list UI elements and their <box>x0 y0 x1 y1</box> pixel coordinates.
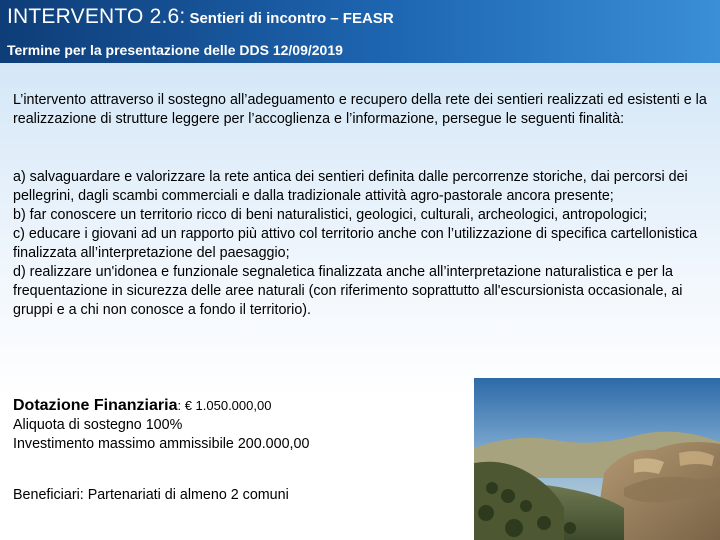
funding-amount: : € 1.050.000,00 <box>177 398 272 413</box>
title-sub: Sentieri di incontro – FEASR <box>189 10 394 27</box>
objective-d: d) realizzare un'idonea e funzionale segnaletica finalizzata anche all’interpretazione naturalistica e per la frequentazione in sicurezza delle aree naturali (con riferimento soprattutto all'escursionista occasionale, ai gruppi e a chi non conosce a fondo il territorio). <box>13 264 683 318</box>
beneficiari-line: Beneficiari: Partenariati di almeno 2 comuni <box>13 487 289 503</box>
landscape-photo <box>474 378 720 540</box>
objective-a: a) salvaguardare e valorizzare la rete antica dei sentieri definita dalle percorrenze storiche, dai percorsi dei pellegrini, dagli scambi commerciali e dalla tradizionale attività agro-pastorale ancora presente; <box>13 169 688 204</box>
intro-text: L’intervento attraverso il sostegno all’adeguamento e recupero della rete dei sentieri realizzati ed esistenti e la realizzazione di strutture leggere per l’accoglienza e l’informazione, persegue le seguenti finalità: <box>13 92 707 127</box>
funding-line <box>13 396 309 416</box>
deadline-subtitle: Termine per la presentazione delle DDS 12/09/2019 <box>7 42 343 58</box>
landscape-illustration <box>474 378 720 540</box>
funding-label: Dotazione Finanziaria <box>13 397 178 414</box>
investimento-line: Investimento massimo ammissibile 200.000,00 <box>13 436 310 452</box>
objective-b: b) far conoscere un territorio ricco di beni naturalistici, geologici, culturali, archeologici, antropologici; <box>13 207 648 223</box>
header-band <box>0 0 720 63</box>
aliquota-line: Aliquota di sostegno 100% <box>13 417 183 433</box>
funding-block <box>13 396 309 454</box>
slide-title <box>7 5 394 29</box>
objective-c: c) educare i giovani ad un rapporto più attivo col territorio anche con l’utilizzazione di specifica cartellonistica finalizzata all’interpretazione del paesaggio; <box>13 226 698 261</box>
objectives-list <box>13 168 713 320</box>
intro-paragraph <box>13 91 713 129</box>
title-main: INTERVENTO 2.6: <box>7 5 186 28</box>
